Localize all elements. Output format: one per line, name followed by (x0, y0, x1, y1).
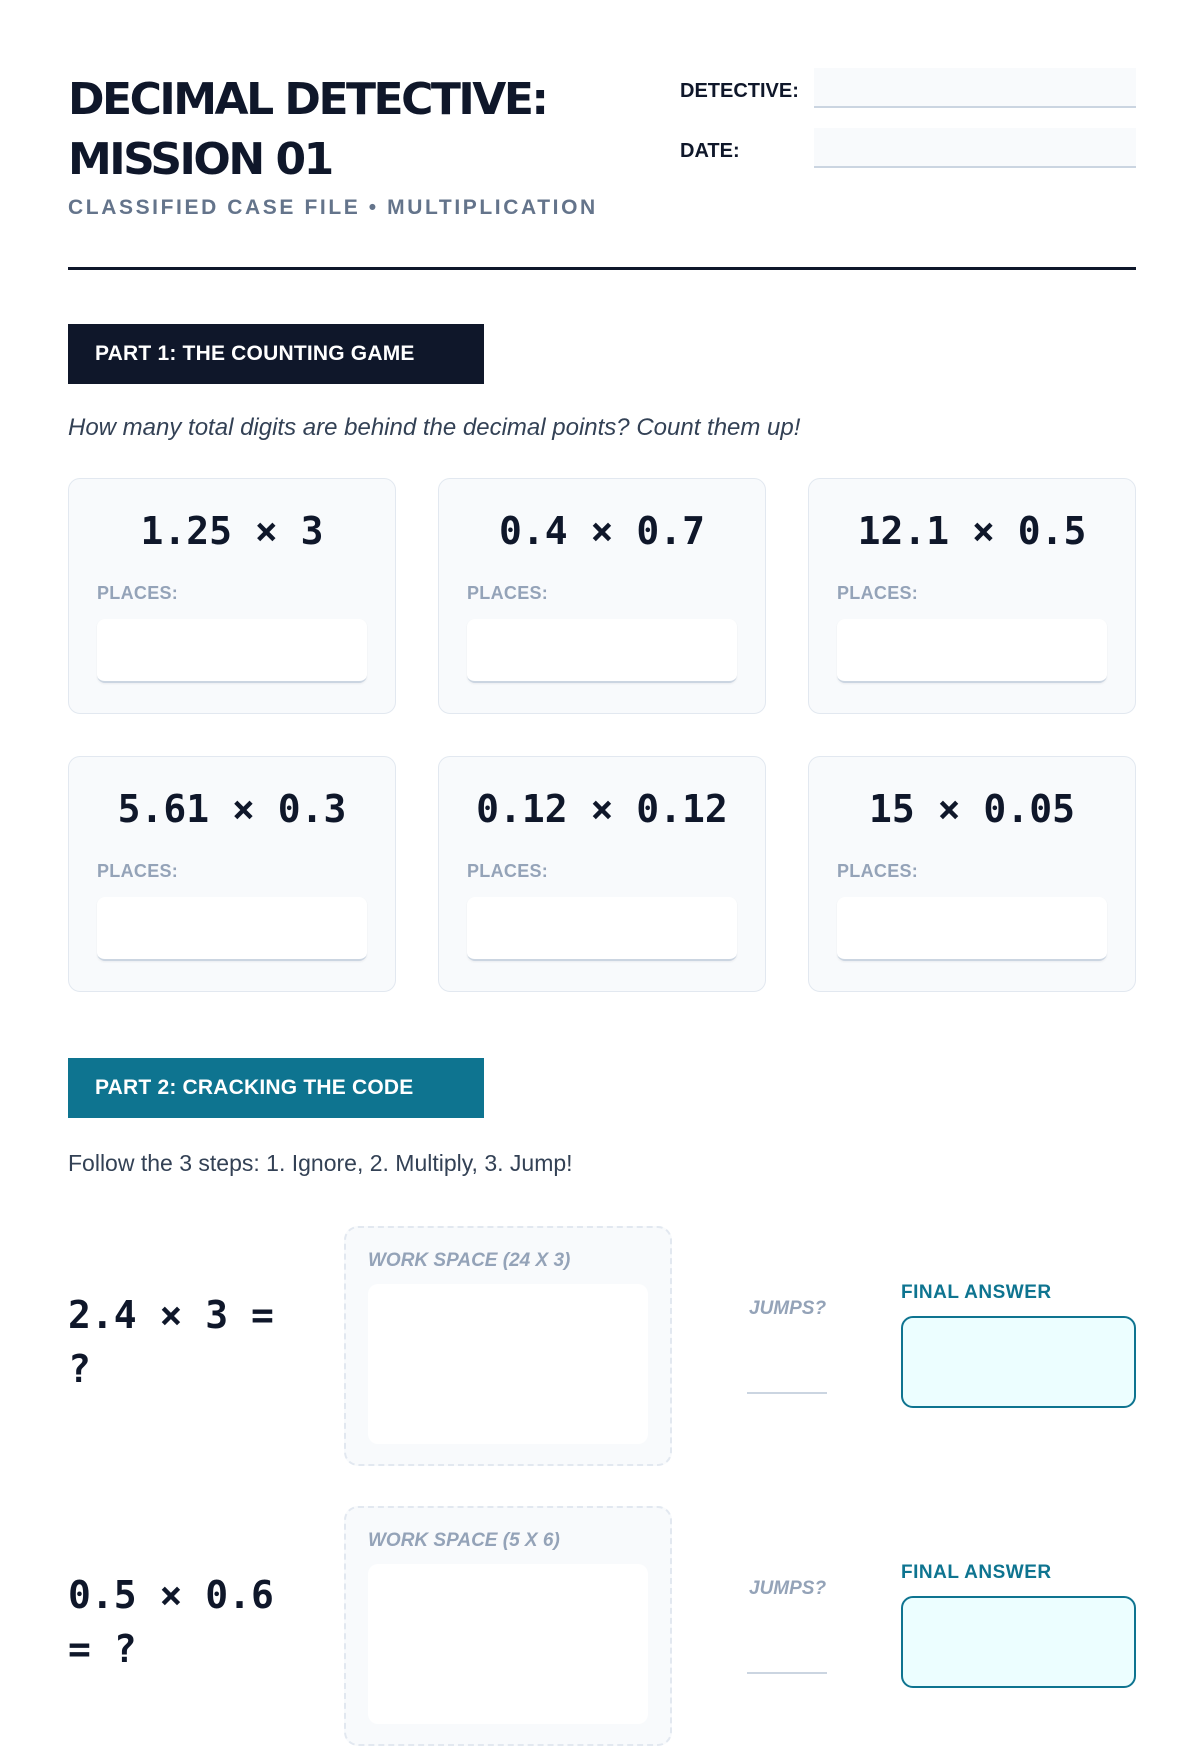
card-problem: 15 × 0.05 (869, 787, 1075, 831)
problem-card (808, 756, 1136, 992)
final-answer-input[interactable] (901, 1316, 1136, 1408)
problem-card (438, 756, 766, 992)
part1-banner: PART 1: THE COUNTING GAME (68, 324, 484, 384)
date-row (680, 128, 1136, 188)
places-label: PLACES: (97, 583, 179, 603)
problem-card (438, 478, 766, 714)
card-problem: 0.12 × 0.12 (476, 787, 728, 831)
code-problem-row (68, 1506, 1136, 1746)
places-label: PLACES: (97, 861, 179, 881)
places-input[interactable] (97, 619, 367, 683)
work-space-area[interactable] (368, 1284, 648, 1444)
counting-grid (68, 478, 1136, 992)
date-label: DATE: (680, 140, 740, 162)
final-answer-label: FINAL ANSWER (901, 1562, 1052, 1583)
work-space (344, 1506, 672, 1746)
card-problem: 12.1 × 0.5 (857, 509, 1087, 553)
jumps-input[interactable] (747, 1672, 827, 1674)
problem-card (68, 756, 396, 992)
places-input[interactable] (467, 619, 737, 683)
final-answer-label: FINAL ANSWER (901, 1282, 1052, 1303)
part1-instruction: How many total digits are behind the decimal points? Count them up! (68, 414, 801, 441)
problem-card (808, 478, 1136, 714)
card-problem: 0.4 × 0.7 (499, 509, 705, 553)
code-problem: 0.5 × 0.6 = ? (68, 1573, 274, 1671)
work-space-label: WORK SPACE (24 X 3) (368, 1250, 571, 1271)
places-label: PLACES: (467, 583, 549, 603)
card-problem: 5.61 × 0.3 (117, 787, 347, 831)
code-problem-row (68, 1226, 1136, 1466)
page-subtitle: CLASSIFIED CASE FILE • MULTIPLICATION (68, 196, 598, 219)
places-input[interactable] (837, 897, 1107, 961)
part2-banner: PART 2: CRACKING THE CODE (68, 1058, 484, 1118)
places-input[interactable] (467, 897, 737, 961)
student-info (680, 68, 1136, 188)
work-space-area[interactable] (368, 1564, 648, 1724)
detective-label: DETECTIVE: (680, 80, 799, 102)
date-input[interactable] (814, 128, 1136, 168)
places-input[interactable] (837, 619, 1107, 683)
code-problem: 2.4 × 3 = ? (68, 1293, 274, 1391)
jumps-label: JUMPS? (749, 1578, 827, 1599)
page-title: DECIMAL DETECTIVE: MISSION 01 (68, 74, 547, 185)
places-label: PLACES: (837, 861, 919, 881)
places-input[interactable] (97, 897, 367, 961)
detective-input[interactable] (814, 68, 1136, 108)
part2-instruction: Follow the 3 steps: 1. Ignore, 2. Multiply, 3. Jump! (68, 1150, 573, 1176)
problem-card (68, 478, 396, 714)
jumps-label: JUMPS? (749, 1298, 827, 1319)
detective-row (680, 68, 1136, 128)
work-space-label: WORK SPACE (5 X 6) (368, 1530, 560, 1551)
work-space (344, 1226, 672, 1466)
final-answer-input[interactable] (901, 1596, 1136, 1688)
worksheet-header (68, 70, 1136, 270)
places-label: PLACES: (467, 861, 549, 881)
card-problem: 1.25 × 3 (140, 509, 324, 553)
places-label: PLACES: (837, 583, 919, 603)
jumps-input[interactable] (747, 1392, 827, 1394)
